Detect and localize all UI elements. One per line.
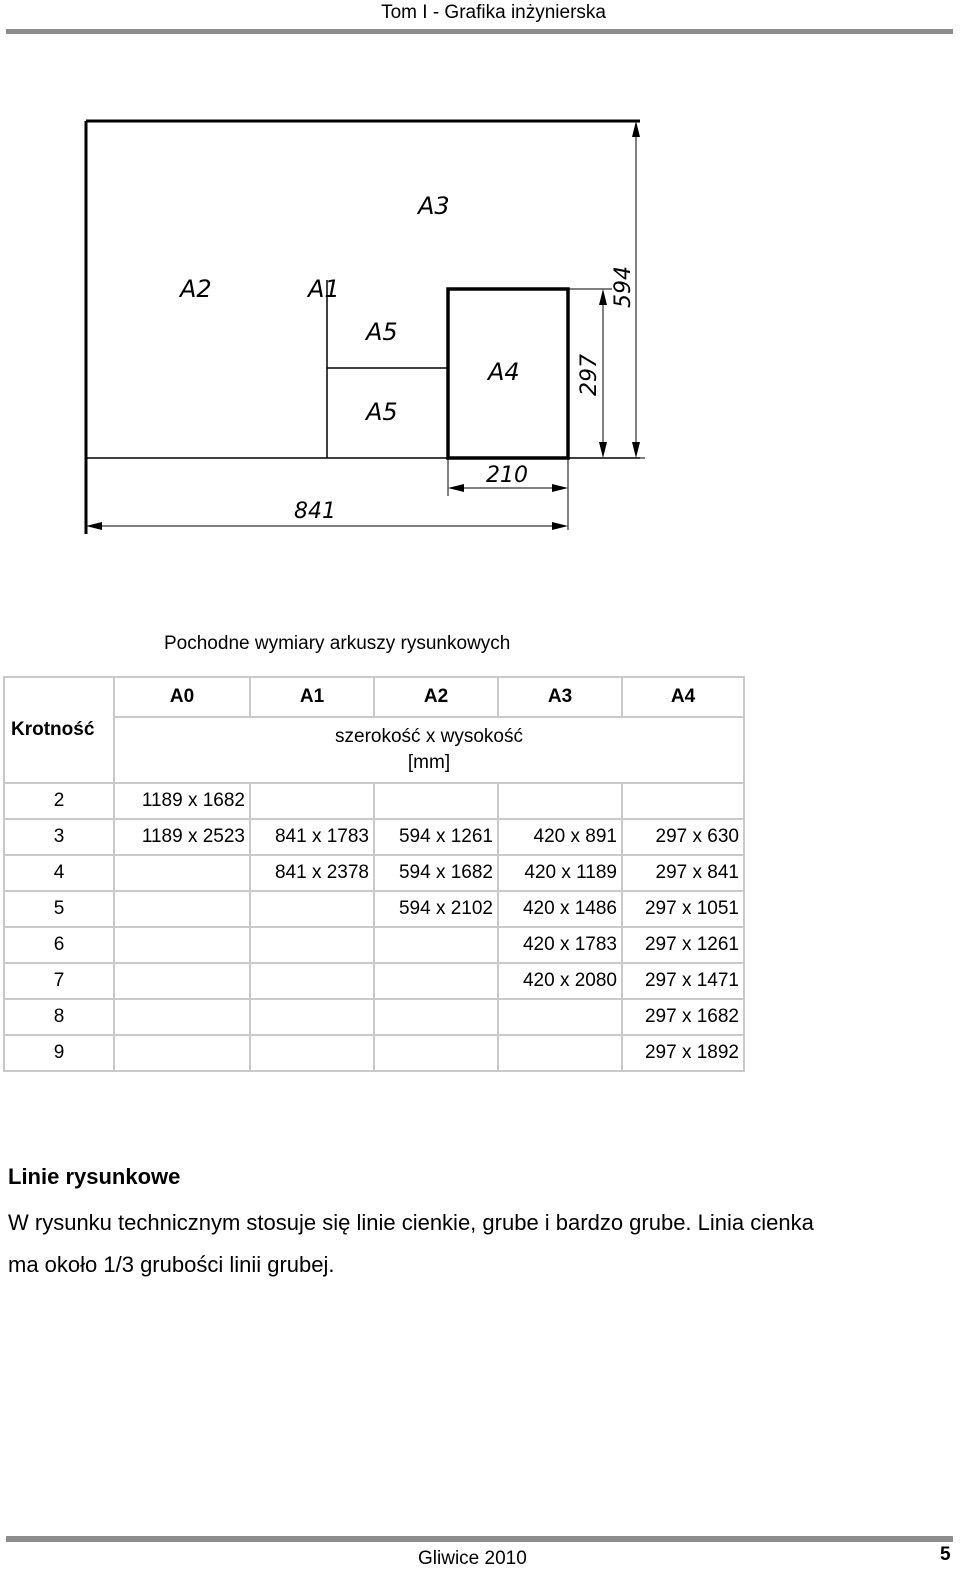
dimension-cell: 420 x 1783 <box>498 927 622 963</box>
dimension-cell <box>114 891 250 927</box>
section-body <box>8 1202 948 1286</box>
col-header-a3: A3 <box>498 677 622 717</box>
multiplier-cell: 8 <box>4 999 114 1035</box>
section-body-line1: W rysunku technicznym stosuje się linie cienkie, grube i bardzo grube. Linia cienka <box>8 1210 814 1235</box>
arrow-297-bottom <box>599 442 607 458</box>
arrow-210-right <box>552 484 568 492</box>
header-divider <box>6 29 953 34</box>
unit-label <box>114 717 744 783</box>
dim-841-label: 841 <box>294 499 336 524</box>
dimension-cell <box>498 999 622 1035</box>
table-row <box>4 963 744 999</box>
label-a3: A3 <box>418 192 450 220</box>
multiplier-cell: 7 <box>4 963 114 999</box>
section-heading: Linie rysunkowe <box>8 1164 181 1189</box>
dimension-cell: 420 x 1189 <box>498 855 622 891</box>
arrow-841-left <box>86 522 102 530</box>
dimension-cell <box>498 783 622 819</box>
dimension-cell <box>374 999 498 1035</box>
header-title: Tom I - Grafika inżynierska <box>381 2 606 23</box>
dimension-cell <box>114 855 250 891</box>
dimension-cell <box>114 999 250 1035</box>
table-row <box>4 927 744 963</box>
label-a5-bottom: A5 <box>366 398 398 426</box>
dimension-cell: 1189 x 2523 <box>114 819 250 855</box>
dimension-cell: 297 x 1682 <box>622 999 744 1035</box>
dimension-cell: 594 x 1682 <box>374 855 498 891</box>
table-row <box>4 891 744 927</box>
table-row <box>4 783 744 819</box>
multiplier-cell: 4 <box>4 855 114 891</box>
multiplier-cell: 3 <box>4 819 114 855</box>
dimension-cell <box>374 1035 498 1071</box>
col-header-a0: A0 <box>114 677 250 717</box>
dimension-cell: 841 x 2378 <box>250 855 374 891</box>
footer-divider <box>6 1536 953 1542</box>
dimension-cell <box>114 927 250 963</box>
arrow-297-top <box>599 289 607 305</box>
dimension-cell: 297 x 1892 <box>622 1035 744 1071</box>
dimension-cell: 594 x 1261 <box>374 819 498 855</box>
dimension-cell: 594 x 2102 <box>374 891 498 927</box>
unit-label-line2: [mm] <box>407 752 451 773</box>
dim-210-label: 210 <box>486 463 528 488</box>
dim-297-label: 297 <box>577 354 602 396</box>
dimension-cell <box>250 963 374 999</box>
col-header-a1: A1 <box>250 677 374 717</box>
multiplier-cell: 9 <box>4 1035 114 1071</box>
dimension-cell <box>114 1035 250 1071</box>
table-row <box>4 819 744 855</box>
table-row <box>4 1035 744 1071</box>
dimension-cell: 420 x 1486 <box>498 891 622 927</box>
dimension-cell: 297 x 1471 <box>622 963 744 999</box>
dimension-cell <box>250 999 374 1035</box>
dimension-cell: 420 x 891 <box>498 819 622 855</box>
table-unit-row <box>4 717 744 783</box>
col-header-a2: A2 <box>374 677 498 717</box>
table-body <box>4 783 744 1071</box>
dimension-cell <box>250 1035 374 1071</box>
dimension-cell <box>374 963 498 999</box>
arrow-210-left <box>448 484 464 492</box>
label-a4: A4 <box>488 358 520 386</box>
dim-594-label: 594 <box>611 266 636 308</box>
multiplier-cell: 5 <box>4 891 114 927</box>
dimension-cell: 420 x 2080 <box>498 963 622 999</box>
label-a1: A1 <box>308 275 340 303</box>
paper-sizes-figure <box>0 90 960 550</box>
dimension-cell <box>498 1035 622 1071</box>
dimension-cell: 297 x 1261 <box>622 927 744 963</box>
dimension-cell <box>250 927 374 963</box>
corner-label: Krotność <box>4 677 114 783</box>
page-number: 5 <box>940 1544 951 1565</box>
table-row <box>4 999 744 1035</box>
dimension-cell: 841 x 1783 <box>250 819 374 855</box>
section-body-line2: ma około 1/3 grubości linii grubej. <box>8 1252 335 1277</box>
dimension-cell <box>374 783 498 819</box>
table-row <box>4 855 744 891</box>
multiplier-cell: 2 <box>4 783 114 819</box>
arrow-841-right <box>552 522 568 530</box>
table-caption: Pochodne wymiary arkuszy rysunkowych <box>164 633 511 654</box>
arrow-594-bottom <box>632 442 640 458</box>
dimension-cell <box>622 783 744 819</box>
col-header-a4: A4 <box>622 677 744 717</box>
paper-sizes-table <box>3 676 745 1072</box>
paper-sizes-diagram <box>0 90 960 550</box>
dimension-cell: 1189 x 1682 <box>114 783 250 819</box>
table-header-row <box>4 677 744 717</box>
dimension-cell <box>114 963 250 999</box>
dimension-cell <box>250 891 374 927</box>
dimension-cell: 297 x 841 <box>622 855 744 891</box>
unit-label-line1: szerokość x wysokość <box>335 726 523 747</box>
dimension-cell <box>374 927 498 963</box>
label-a2: A2 <box>180 275 212 303</box>
dimension-cell: 297 x 1051 <box>622 891 744 927</box>
arrow-594-top <box>632 121 640 137</box>
multiplier-cell: 6 <box>4 927 114 963</box>
label-a5-top: A5 <box>366 318 398 346</box>
dimension-cell <box>250 783 374 819</box>
dimension-cell: 297 x 630 <box>622 819 744 855</box>
footer-place-year: Gliwice 2010 <box>418 1548 527 1569</box>
